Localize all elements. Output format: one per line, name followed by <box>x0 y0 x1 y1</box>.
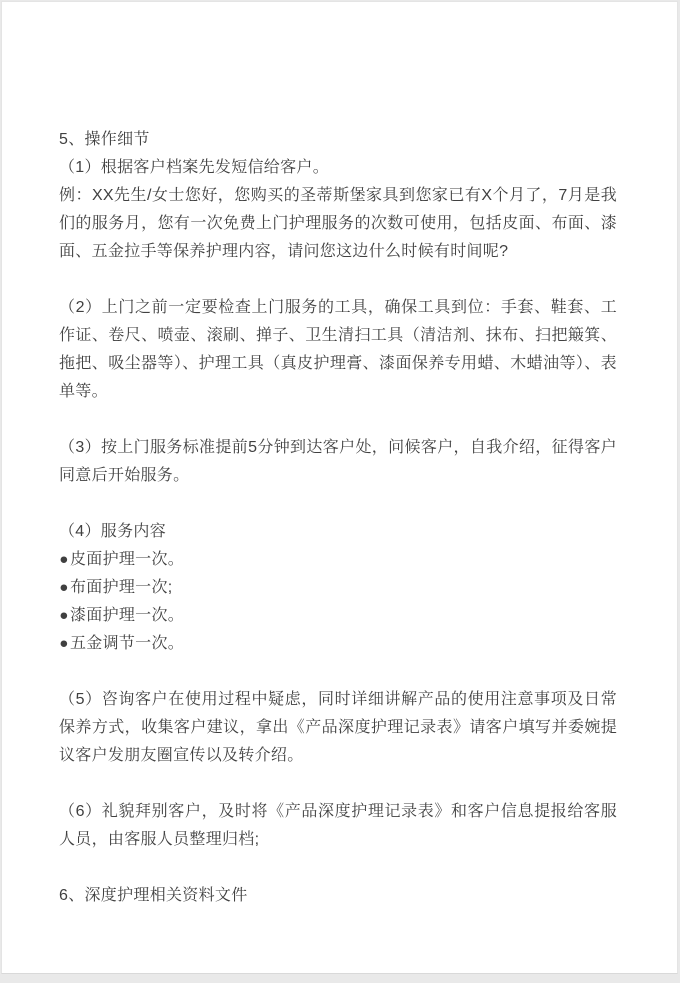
service-item <box>59 602 617 630</box>
service-item-label: 五金调节一次。 <box>69 635 185 652</box>
service-item-label: 布面护理一次; <box>69 579 173 596</box>
bullet-icon: ● <box>59 579 69 596</box>
bullet-icon: ● <box>59 607 69 624</box>
step5-paragraph: （5）咨询客户在使用过程中疑虑，同时详细讲解产品的使用注意事项及日常保养方式，收集客户建议，拿出《产品深度护理记录表》请客户填写并委婉提议客户发朋友圈宣传以及转介绍。 <box>59 691 617 764</box>
step4-heading: （4）服务内容 <box>59 523 166 540</box>
document-page <box>1 1 678 974</box>
step3-paragraph: （3）按上门服务标准提前5分钟到达客户处，问候客户，自我介绍，征得客户同意后开始服务。 <box>59 439 617 484</box>
service-item <box>59 630 617 658</box>
service-item <box>59 574 617 602</box>
step2-paragraph: （2）上门之前一定要检查上门服务的工具，确保工具到位：手套、鞋套、工作证、卷尺、喷壶、滚刷、掸子、卫生清扫工具（清洁剂、抹布、扫把簸箕、拖把、吸尘器等）、护理工具（真皮护理膏、漆面保养专用蜡、木蜡油等）、表单等。 <box>59 299 617 400</box>
step1-example-paragraph: 例：XX先生/女士您好，您购买的圣蒂斯堡家具到您家已有X个月了，7月是我们的服务月，您有一次免费上门护理服务的次数可使用，包括皮面、布面、漆面、五金拉手等保养护理内容，请问您这边什么时候有时间呢? <box>59 187 617 260</box>
bullet-icon: ● <box>59 635 69 652</box>
step6-paragraph: （6）礼貌拜别客户，及时将《产品深度护理记录表》和客户信息提报给客服人员，由客服人员整理归档; <box>59 803 617 848</box>
service-item-label: 皮面护理一次。 <box>69 551 185 568</box>
section5-heading: 5、操作细节 <box>59 131 150 148</box>
section6-heading: 6、深度护理相关资料文件 <box>59 887 248 904</box>
document-body <box>2 2 617 910</box>
service-item <box>59 546 617 574</box>
step1-paragraph: （1）根据客户档案先发短信给客户。 <box>59 159 329 176</box>
bullet-icon: ● <box>59 551 69 568</box>
service-item-label: 漆面护理一次。 <box>69 607 185 624</box>
